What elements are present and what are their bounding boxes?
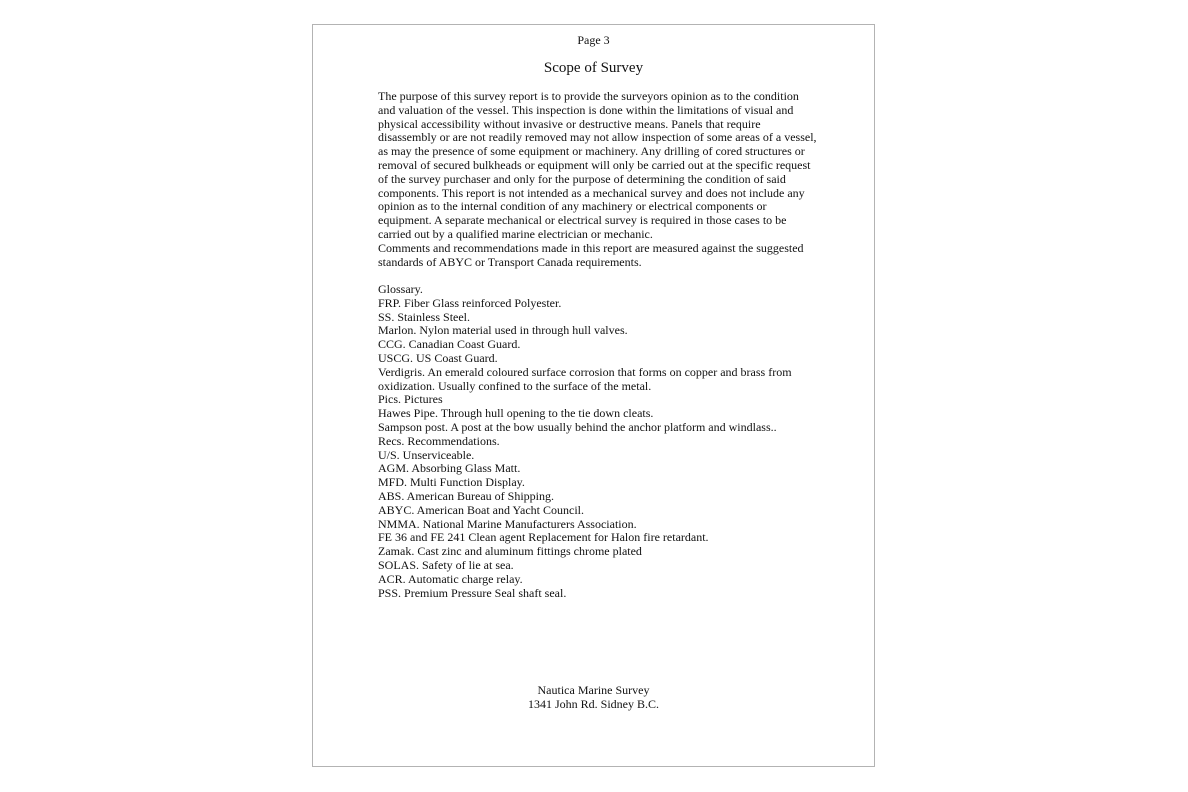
footer-company: Nautica Marine Survey: [537, 683, 650, 697]
glossary-entry: FE 36 and FE 241 Clean agent Replacement for Halon fire retardant.: [378, 530, 709, 545]
glossary-entry: FRP. Fiber Glass reinforced Polyester.: [378, 295, 562, 310]
glossary-entry: SOLAS. Safety of lie at sea.: [378, 557, 514, 572]
glossary-entry: Pics. Pictures: [378, 392, 443, 407]
glossary-entry: U/S. Unserviceable.: [378, 447, 475, 462]
glossary-entry: Recs. Recommendations.: [378, 433, 500, 448]
glossary-entry: AGM. Absorbing Glass Matt.: [378, 461, 521, 476]
glossary-heading: Glossary.: [378, 282, 423, 296]
glossary-section: [378, 283, 818, 600]
page-title: Scope of Survey: [543, 60, 644, 76]
glossary-entry: Marlon. Nylon material used in through hull valves.: [378, 323, 628, 338]
glossary-entry: SS. Stainless Steel.: [378, 309, 471, 324]
glossary-list: [378, 297, 818, 601]
glossary-entry: PSS. Premium Pressure Seal shaft seal.: [378, 585, 567, 600]
intro-paragraph: The purpose of this survey report is to provide the surveyors opinion as to the condition and valuation of the vessel. This inspection is done within the limitations of visual and physical accessibility without invasive or destructive means. Panels that require disassembly or are not readily removed may not allow inspection of some areas of a vessel, as may the presence of some equipment or machinery. Any drilling of cored structures or removal of secured bulkheads or equipment will only be carried out at the specific request of the survey purchaser and only for the purpose of determining the condition of said components. This report is not intended as a mechanical survey and does not include any opinion as to the internal condition of any machinery or electrical components or equipment. A separate mechanical or electrical survey is required in those cases to be carried out by a qualified marine electrician or mechanic.: [378, 89, 817, 241]
intro-paragraph: Comments and recommendations made in this report are measured against the suggested standards of ABYC or Transport Canada requirements.: [378, 240, 804, 269]
glossary-entry: CCG. Canadian Coast Guard.: [378, 337, 521, 352]
glossary-entry: USCG. US Coast Guard.: [378, 350, 498, 365]
intro-section: [378, 90, 818, 269]
glossary-entry: NMMA. National Marine Manufacturers Association.: [378, 516, 637, 531]
glossary-entry: ACR. Automatic charge relay.: [378, 571, 523, 586]
page-footer: [313, 683, 874, 711]
glossary-entry: Verdigris. An emerald coloured surface corrosion that forms on copper and brass from oxidization. Usually confined to the surface of the metal.: [378, 364, 792, 393]
page-number: Page 3: [577, 33, 610, 47]
glossary-entry: MFD. Multi Function Display.: [378, 475, 525, 490]
footer-address: 1341 John Rd. Sidney B.C.: [527, 697, 659, 711]
glossary-entry: Zamak. Cast zinc and aluminum fittings chrome plated: [378, 544, 642, 559]
glossary-entry: ABYC. American Boat and Yacht Council.: [378, 502, 584, 517]
glossary-entry: ABS. American Bureau of Shipping.: [378, 488, 554, 503]
glossary-entry: Sampson post. A post at the bow usually behind the anchor platform and windlass..: [378, 419, 777, 434]
document-page: [312, 24, 875, 767]
glossary-entry: Hawes Pipe. Through hull opening to the tie down cleats.: [378, 406, 654, 421]
